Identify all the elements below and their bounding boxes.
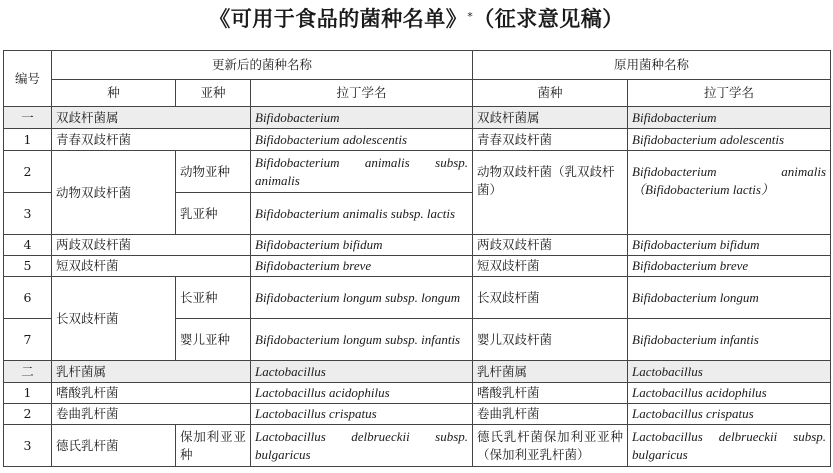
genus-no: 二 [4, 361, 52, 383]
orig-latin-name: Bifidobacterium infantis [628, 319, 831, 361]
table-row [4, 425, 831, 467]
latin-name: Bifidobacterium adolescentis [251, 129, 473, 151]
title-footnote-mark: * [467, 10, 474, 23]
orig-latin-name: Lactobacillus delbrueckii subsp. bulgaricus [628, 425, 831, 467]
header-no: 编号 [4, 51, 52, 107]
subspecies-name: 乳亚种 [176, 193, 251, 235]
genus-name: 乳杆菌属 [52, 361, 251, 383]
subspecies-name: 长亚种 [176, 277, 251, 319]
subspecies-name: 保加利亚亚种 [176, 425, 251, 467]
orig-species-name: 长双歧杆菌 [473, 277, 628, 319]
latin-name: Bifidobacterium breve [251, 256, 473, 277]
species-name: 青春双歧杆菌 [52, 129, 251, 151]
orig-genus-name: 乳杆菌属 [473, 361, 628, 383]
species-name: 德氏乳杆菌 [52, 425, 176, 467]
orig-species-name: 卷曲乳杆菌 [473, 404, 628, 425]
species-name: 短双歧杆菌 [52, 256, 251, 277]
orig-species-name: 两歧双歧杆菌 [473, 235, 628, 256]
row-no: 4 [4, 235, 52, 256]
header-subspecies: 亚种 [176, 80, 251, 107]
latin-name: Lactobacillus crispatus [251, 404, 473, 425]
document-title [0, 2, 833, 36]
latin-name: Bifidobacterium longum subsp. longum [251, 277, 473, 319]
row-no: 2 [4, 151, 52, 193]
header-species: 种 [52, 80, 176, 107]
header-orig-species: 菌种 [473, 80, 628, 107]
genus-row [4, 107, 831, 129]
latin-name: Bifidobacterium longum subsp. infantis [251, 319, 473, 361]
table-row [4, 129, 831, 151]
header-row-2 [4, 80, 831, 107]
header-row-1 [4, 51, 831, 80]
header-orig-latin: 拉丁学名 [628, 80, 831, 107]
latin-name: Bifidobacterium bifidum [251, 235, 473, 256]
table-row [4, 151, 831, 193]
genus-latin: Lactobacillus [251, 361, 473, 383]
species-name: 长双歧杆菌 [52, 277, 176, 361]
row-no: 7 [4, 319, 52, 361]
orig-genus-latin: Lactobacillus [628, 361, 831, 383]
row-no: 1 [4, 129, 52, 151]
species-name: 动物双歧杆菌 [52, 151, 176, 235]
header-original-name: 原用菌种名称 [473, 51, 831, 80]
species-name: 两歧双歧杆菌 [52, 235, 251, 256]
row-no: 2 [4, 404, 52, 425]
row-no: 3 [4, 425, 52, 467]
orig-species-name: 短双歧杆菌 [473, 256, 628, 277]
orig-latin-name: Lactobacillus acidophilus [628, 383, 831, 404]
header-updated-name: 更新后的菌种名称 [52, 51, 473, 80]
species-name: 嗜酸乳杆菌 [52, 383, 251, 404]
orig-species-name: 青春双歧杆菌 [473, 129, 628, 151]
orig-latin-name: Bifidobacterium bifidum [628, 235, 831, 256]
latin-name: Lactobacillus delbrueckii subsp. bulgaricus [251, 425, 473, 467]
genus-name: 双歧杆菌属 [52, 107, 251, 129]
genus-no: 一 [4, 107, 52, 129]
latin-name: Lactobacillus acidophilus [251, 383, 473, 404]
subspecies-name: 婴儿亚种 [176, 319, 251, 361]
genus-latin: Bifidobacterium [251, 107, 473, 129]
table-row [4, 235, 831, 256]
species-name: 卷曲乳杆菌 [52, 404, 251, 425]
latin-name: Bifidobacterium animalis subsp. animalis [251, 151, 473, 193]
orig-genus-latin: Bifidobacterium [628, 107, 831, 129]
orig-latin-name: Bifidobacterium breve [628, 256, 831, 277]
table-row [4, 277, 831, 319]
table-row [4, 256, 831, 277]
row-no: 3 [4, 193, 52, 235]
row-no: 5 [4, 256, 52, 277]
title-text: 《可用于食品的菌种名单》 [209, 7, 468, 31]
orig-latin-name: Bifidobacterium animalis（Bifidobacterium lactis） [628, 151, 831, 235]
orig-species-name: 德氏乳杆菌保加利亚亚种（保加利亚乳杆菌） [473, 425, 628, 467]
row-no: 6 [4, 277, 52, 319]
orig-genus-name: 双歧杆菌属 [473, 107, 628, 129]
orig-species-name: 婴儿双歧杆菌 [473, 319, 628, 361]
header-latin: 拉丁学名 [251, 80, 473, 107]
table-row [4, 383, 831, 404]
orig-latin-name: Lactobacillus crispatus [628, 404, 831, 425]
orig-species-name: 动物双歧杆菌（乳双歧杆菌） [473, 151, 628, 235]
title-suffix: （征求意见稿） [473, 7, 624, 31]
subspecies-name: 动物亚种 [176, 151, 251, 193]
genus-row [4, 361, 831, 383]
strain-list-table [3, 50, 831, 467]
latin-name: Bifidobacterium animalis subsp. lactis [251, 193, 473, 235]
orig-latin-name: Bifidobacterium longum [628, 277, 831, 319]
row-no: 1 [4, 383, 52, 404]
table-row [4, 404, 831, 425]
orig-species-name: 嗜酸乳杆菌 [473, 383, 628, 404]
orig-latin-name: Bifidobacterium adolescentis [628, 129, 831, 151]
